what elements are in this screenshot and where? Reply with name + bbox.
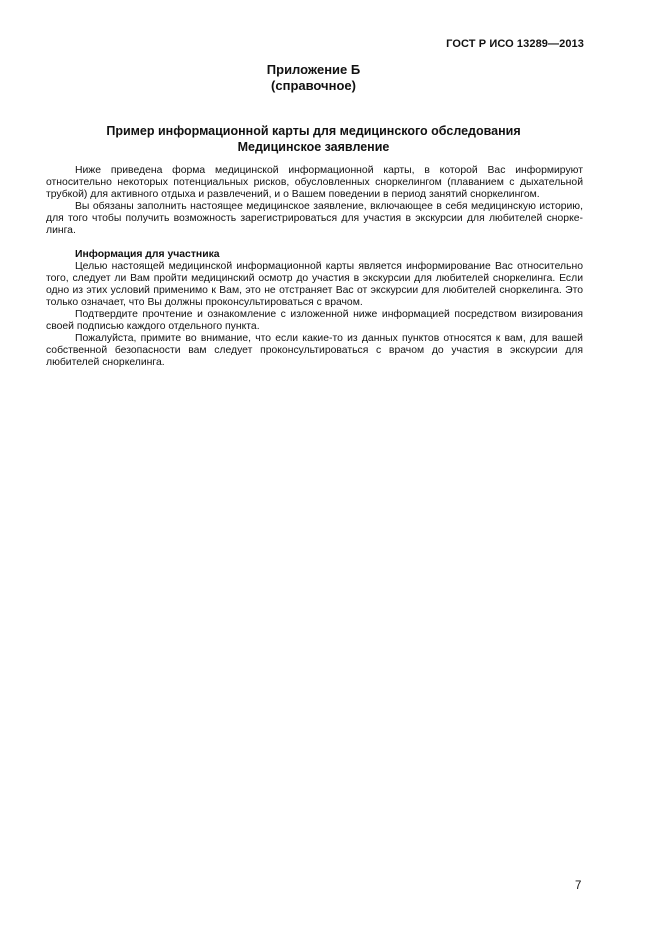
document-heading xyxy=(0,124,627,155)
paragraph: Вы обязаны заполнить настоящее медицинское заявление, включающее в себя медицинскую историю, для того чтобы получить возможность зарегистрироваться для участия в экскурсии для любителей сноркелинга. xyxy=(46,201,583,236)
annex-subtitle: (справочное) xyxy=(271,77,356,93)
paragraph: Подтвердите прочтение и ознакомление с изложенной ниже информацией посредством визирования своей подписью каждого отдельного пункта. xyxy=(46,309,583,332)
page-number: 7 xyxy=(575,880,582,892)
document-title: Пример информационной карты для медицинского обследования xyxy=(106,124,521,138)
document-subtitle: Медицинское заявление xyxy=(237,139,390,154)
spacer xyxy=(46,237,583,249)
standard-number: ГОСТ Р ИСО 13289—2013 xyxy=(446,38,584,50)
section-heading: Информация для участника xyxy=(75,249,220,260)
paragraph: Ниже приведена форма медицинской информационной карты, в которой Вас информируют относительно некоторых потенциальных рисков, обусловленных сноркелингом (плаванием с дыхательной трубкой) для активного отдыха и развлечений, и о Вашем поведении в период занятий сноркелингом. xyxy=(46,165,583,200)
paragraph: Целью настоящей медицинской информационной карты является информирование Вас относительно того, следует ли Вам пройти медицинский осмотр до участия в экскурсии для любителей сноркелинга. Если одно из этих условий применимо к Вам, это не отстраняет Вас от экскурсии для любителей сноркелинга. Это только означает, что Вы должны проконсультироваться с врачом. xyxy=(46,261,583,308)
annex-heading xyxy=(0,62,627,93)
document-body xyxy=(46,165,583,369)
annex-title: Приложение Б xyxy=(266,62,361,77)
paragraph: Пожалуйста, примите во внимание, что если какие-то из данных пунктов относятся к вам, для вашей собственной безопасности вам следует проконсультироваться с врачом до участия в экскурсии для любителей сноркелинга. xyxy=(46,333,583,368)
